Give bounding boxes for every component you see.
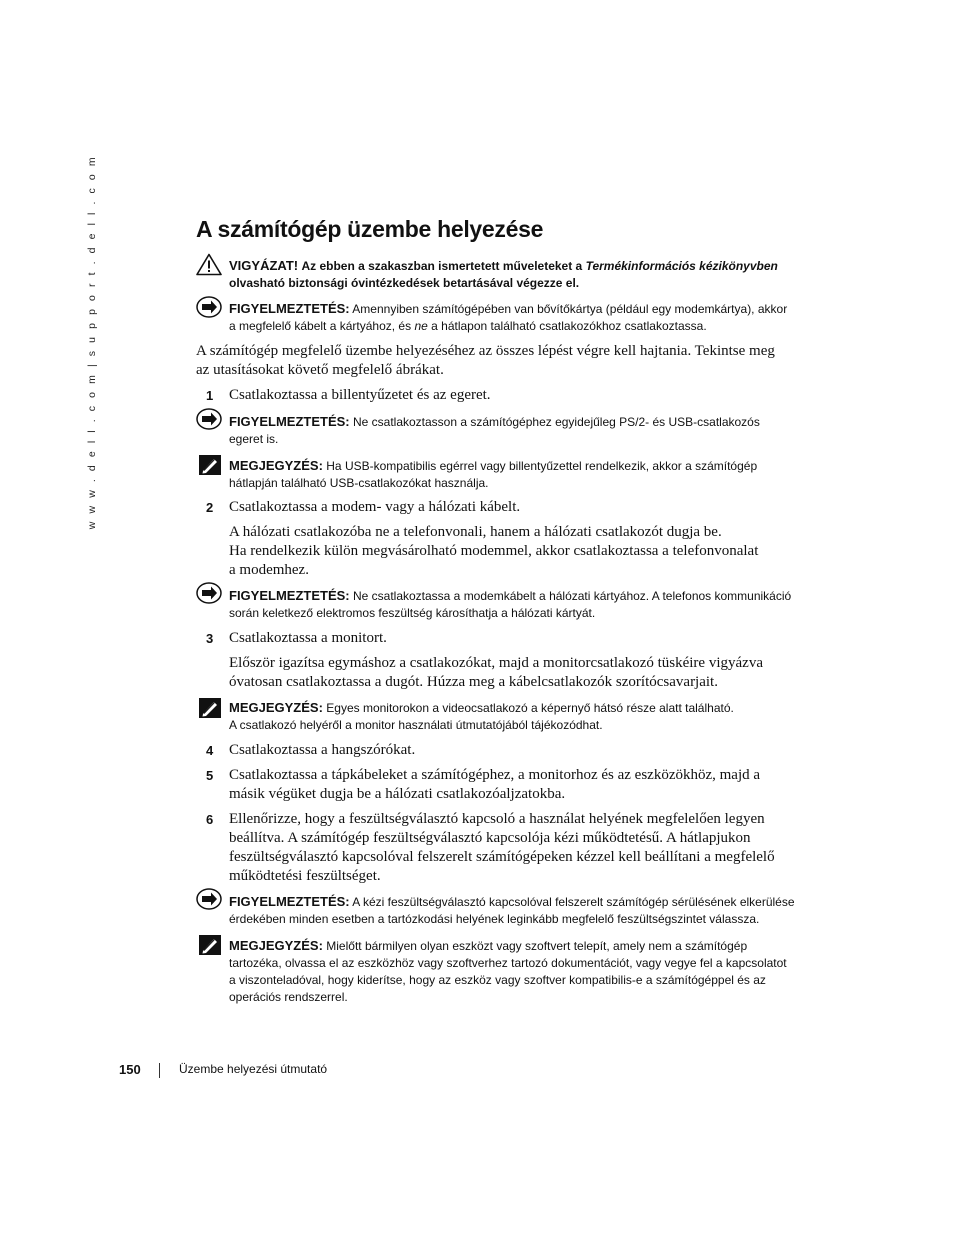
step-4-number: 4 xyxy=(206,743,214,758)
page-title: A számítógép üzembe helyezése xyxy=(196,216,544,242)
intro-line-2: az utasításokat követő megfelelő ábrákat. xyxy=(196,362,444,378)
footer-section-title: Üzembe helyezési útmutató xyxy=(179,1062,328,1076)
caution-text-2: olvasható biztonsági óvintézkedések betartásával végezze el. xyxy=(229,276,580,290)
notice-4-text-2: érdekében minden esetben a tartózkodási helyének leginkább megfelelő feszültségszintet válassza. xyxy=(229,912,760,926)
notice-1-text-2b: ne xyxy=(414,319,428,333)
notice-1-text-2c: a hátlapon található csatlakozókhoz csatlakoztassa. xyxy=(431,319,707,333)
note-icon xyxy=(199,698,221,718)
notice-1-text-1: Amennyiben számítógépében van bővítőkártya (például egy modemkártya), akkor xyxy=(352,302,788,316)
step-2-text: Csatlakoztassa a modem- vagy a hálózati kábelt. xyxy=(229,499,521,515)
notice-2-label: FIGYELMEZTETÉS: xyxy=(229,414,350,429)
step-3-detail xyxy=(229,654,763,692)
step-3-number: 3 xyxy=(206,631,214,646)
note-2 xyxy=(229,699,734,734)
step-6-text xyxy=(229,810,775,886)
caution-icon xyxy=(196,253,222,276)
caution-block xyxy=(229,257,778,292)
step-3-detail-line-1: Először igazítsa egymáshoz a csatlakozókat, majd a monitorcsatlakozó tüskéire vigyázva xyxy=(229,655,763,671)
notice-4 xyxy=(229,893,795,928)
note-2-text-1: Egyes monitorokon a videocsatlakozó a képernyő hátsó része alatt található. xyxy=(326,701,734,715)
notice-icon xyxy=(196,408,222,430)
notice-3-text-2: során keletkező elektromos feszültség károsíthatja a hálózati kártyát. xyxy=(229,606,596,620)
notice-1-text-2a: a megfelelő kábelt a kártyához, és xyxy=(229,319,412,333)
note-3-label: MEGJEGYZÉS: xyxy=(229,938,323,953)
intro-paragraph xyxy=(196,342,775,380)
note-icon xyxy=(199,455,221,475)
notice-2 xyxy=(229,413,760,448)
note-3-text-2: tartozéka, olvassa el az eszközhöz vagy szoftverhez tartozó dokumentációt, vagy vegye fel a kapcsolatot xyxy=(229,956,787,970)
note-1-text-2: hátlapján található USB-csatlakozókat használja. xyxy=(229,476,489,490)
notice-3-label: FIGYELMEZTETÉS: xyxy=(229,588,350,603)
step-3-detail-line-2: óvatosan csatlakoztassa a dugót. Húzza meg a kábelcsatlakozók szorítócsavarjait. xyxy=(229,674,718,690)
note-icon xyxy=(199,935,221,955)
notice-1 xyxy=(229,300,787,335)
notice-icon xyxy=(196,888,222,910)
step-3-text: Csatlakoztassa a monitort. xyxy=(229,630,387,646)
step-6-line-1: Ellenőrizze, hogy a feszültségválasztó kapcsoló a használat helyének megfelelően legyen xyxy=(229,811,765,827)
sidebar-url-text: w w w . d e l l . c o m | s u p p o r t . d e l l . c o m xyxy=(86,154,98,530)
step-4-text: Csatlakoztassa a hangszórókat. xyxy=(229,742,416,758)
step-1-text: Csatlakoztassa a billentyűzetet és az egeret. xyxy=(229,387,491,403)
notice-4-text-1: A kézi feszültségválasztó kapcsolóval felszerelt számítógép sérülésének elkerülése xyxy=(352,895,795,909)
notice-icon xyxy=(196,296,222,318)
step-6-line-3: feszültségválasztó kapcsolóval felszerelt számítógépeken kézzel kell beállítani a megfelelő xyxy=(229,849,775,865)
notice-2-text-1: Ne csatlakoztasson a számítógéphez egyidejűleg PS/2- és USB-csatlakozós xyxy=(352,415,760,429)
notice-1-label: FIGYELMEZTETÉS: xyxy=(229,301,350,316)
step-5-text xyxy=(229,766,760,804)
notice-icon xyxy=(196,582,222,604)
note-3-text-4: operációs rendszerrel. xyxy=(229,990,348,1004)
footer-divider xyxy=(159,1063,160,1078)
caution-text-1a: Az ebben a szakaszban ismertetett műveleteket a xyxy=(301,259,583,273)
step-2-detail-line-3: a modemhez. xyxy=(229,562,309,578)
notice-3-text-1: Ne csatlakoztassa a modemkábelt a hálózati kártyához. A telefonos kommunikáció xyxy=(352,589,792,603)
step-2-detail xyxy=(229,523,758,580)
step-5-line-2: másik végüket dugja be a hálózati csatlakozóaljzatokba. xyxy=(229,786,566,802)
page-number: 150 xyxy=(119,1062,141,1077)
step-6-number: 6 xyxy=(206,812,214,827)
step-2-detail-line-2: Ha rendelkezik külön megvásárolható modemmel, akkor csatlakoztassa a telefonvonalat xyxy=(229,543,759,559)
intro-line-1: A számítógép megfelelő üzembe helyezéséhez az összes lépést végre kell hajtania. Tekintse meg xyxy=(196,343,775,359)
caution-label: VIGYÁZAT! xyxy=(229,258,299,273)
step-6-line-4: működtetési feszültséget. xyxy=(229,868,381,884)
note-1-text-1: Ha USB-kompatibilis egérrel vagy billentyűzettel rendelkezik, akkor a számítógép xyxy=(326,459,758,473)
step-1-number: 1 xyxy=(206,388,214,403)
step-5-line-1: Csatlakoztassa a tápkábeleket a számítógéphez, a monitorhoz és az eszközökhöz, majd a xyxy=(229,767,761,783)
note-3 xyxy=(229,937,787,1006)
note-3-text-3: a viszonteladóval, hogy kiderítse, hogy az eszköz vagy szoftver kompatibilis-e a számítógéppel és az xyxy=(229,973,766,987)
notice-3 xyxy=(229,587,791,622)
step-6-line-2: beállítva. A számítógép feszültségválasztó kapcsolója kézi működtetésű. A hátlapjukon xyxy=(229,830,751,846)
sidebar-url xyxy=(82,154,102,530)
note-2-label: MEGJEGYZÉS: xyxy=(229,700,323,715)
note-2-text-2: A csatlakozó helyéről a monitor használati útmutatójából tájékozódhat. xyxy=(229,718,603,732)
note-1-label: MEGJEGYZÉS: xyxy=(229,458,323,473)
note-1 xyxy=(229,457,757,492)
step-2-detail-line-1: A hálózati csatlakozóba ne a telefonvonali, hanem a hálózati csatlakozót dugja be. xyxy=(229,524,722,540)
notice-4-label: FIGYELMEZTETÉS: xyxy=(229,894,350,909)
caution-text-1b: Termékinformációs kézikönyvben xyxy=(585,259,778,273)
note-3-text-1: Mielőtt bármilyen olyan eszközt vagy szoftvert telepít, amely nem a számítógép xyxy=(326,939,748,953)
step-5-number: 5 xyxy=(206,768,214,783)
step-2-number: 2 xyxy=(206,500,214,515)
notice-2-text-2: egeret is. xyxy=(229,432,279,446)
